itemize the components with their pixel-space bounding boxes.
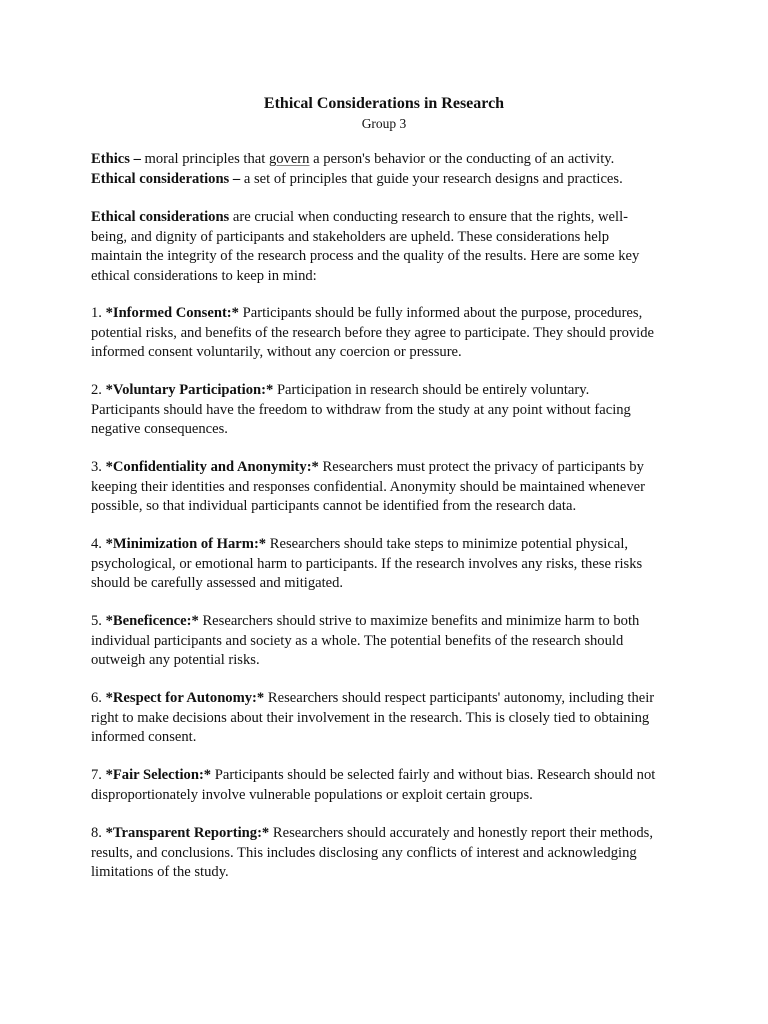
item-heading: *Respect for Autonomy:* <box>105 690 265 706</box>
paragraph-line: Participants should have the freedom to withdraw from the study at any point without facing <box>91 401 631 418</box>
paragraph-line: informed consent. <box>91 729 197 746</box>
definition-text: a set of principles that guide your research designs and practices. <box>243 170 623 187</box>
item-number: 1 <box>91 305 99 321</box>
list-item-transparent-reporting <box>91 824 681 883</box>
definition-underlined-word: govern <box>268 151 310 167</box>
paragraph-line: results, and conclusions. This includes disclosing any conflicts of interest and acknowledging <box>91 844 637 861</box>
paragraph-line: 1. *Informed Consent:* Participants should be fully informed about the purpose, procedures, <box>91 305 643 321</box>
paragraph-line: ethical considerations to keep in mind: <box>91 267 317 284</box>
definition-dash: – <box>229 170 244 187</box>
item-heading: *Informed Consent:* <box>105 305 239 321</box>
list-item-confidentiality-anonymity <box>91 458 681 517</box>
paragraph-line: should be carefully assessed and mitigated. <box>91 575 344 592</box>
definition-ethical-considerations <box>91 170 681 190</box>
document-subtitle: Group 3 <box>361 116 407 131</box>
list-item-fair-selection <box>91 766 681 805</box>
item-number: 4 <box>91 536 99 552</box>
paragraph-line: 8. *Transparent Reporting:* Researchers should accurately and honestly report their methods, <box>91 825 654 841</box>
item-heading: *Minimization of Harm:* <box>105 536 267 552</box>
definition-term: Ethical considerations <box>91 170 230 187</box>
paragraph-line: 3. *Confidentiality and Anonymity:* Researchers must protect the privacy of participants by <box>91 459 644 475</box>
intro-paragraph <box>91 208 681 286</box>
paragraph-line: outweigh any potential risks. <box>91 652 260 669</box>
item-number: 6 <box>91 690 99 706</box>
definitions <box>91 150 681 189</box>
list-item-respect-for-autonomy <box>91 689 681 748</box>
item-number: 8 <box>91 825 99 841</box>
intro-term: Ethical considerations <box>91 209 230 225</box>
item-heading: *Beneficence:* <box>105 613 199 629</box>
list-item-informed-consent <box>91 304 681 363</box>
item-heading: *Confidentiality and Anonymity:* <box>105 459 319 475</box>
paragraph-line: 6. *Respect for Autonomy:* Researchers should respect participants' autonomy, including their <box>91 690 655 706</box>
list-item-beneficence <box>91 612 681 671</box>
paragraph-line: Ethical considerations are crucial when conducting research to ensure that the rights, well- <box>91 209 628 225</box>
item-number: 5 <box>91 613 99 629</box>
paragraph-line: being, and dignity of participants and stakeholders are upheld. These considerations help <box>91 228 610 245</box>
paragraph-line: negative consequences. <box>91 421 228 438</box>
definition-term: Ethics <box>91 151 130 167</box>
definition-dash: – <box>129 151 145 167</box>
paragraph-line: keeping their identities and responses confidential. Anonymity should be maintained whenever <box>91 478 646 495</box>
paragraph-line: informed consent voluntarily, without any coercion or pressure. <box>91 344 462 361</box>
paragraph-line: 7. *Fair Selection:* Participants should be selected fairly and without bias. Research should not <box>91 767 656 783</box>
paragraph-line: disproportionately involve vulnerable populations or exploit certain groups. <box>91 786 533 803</box>
paragraph-line: 5. *Beneficence:* Researchers should strive to maximize benefits and minimize harm to both <box>91 613 640 629</box>
paragraph-line: possible, so that individual participants cannot be identified from the research data. <box>91 498 577 515</box>
item-number: 2 <box>91 382 99 398</box>
item-heading: *Voluntary Participation:* <box>105 382 274 398</box>
paragraph-line: potential risks, and benefits of the research before they agree to participate. They should provide <box>91 324 655 341</box>
definition-ethics <box>91 150 681 170</box>
item-number: 7 <box>91 767 99 783</box>
definition-text: a person's behavior or the conducting of an activity. <box>309 151 615 167</box>
paragraph-line: individual participants and society as a whole. The potential benefits of the research should <box>91 632 624 649</box>
item-number: 3 <box>91 459 99 475</box>
item-heading: *Transparent Reporting:* <box>105 825 270 841</box>
item-heading: *Fair Selection:* <box>105 767 212 783</box>
document-title: Ethical Considerations in Research <box>263 95 505 112</box>
paragraph-line: maintain the integrity of the research process and the quality of the results. Here are some key <box>91 248 640 265</box>
paragraph-line: limitations of the study. <box>91 864 229 881</box>
list-item-minimization-of-harm <box>91 535 681 594</box>
paragraph-line: right to make decisions about their involvement in the research. This is closely tied to obtaining <box>91 709 650 726</box>
paragraph-line: 2. *Voluntary Participation:* Participation in research should be entirely voluntary. <box>91 382 590 398</box>
list-item-voluntary-participation <box>91 381 681 440</box>
paragraph-line: 4. *Minimization of Harm:* Researchers should take steps to minimize potential physical, <box>91 536 629 552</box>
paragraph-line: psychological, or emotional harm to participants. If the research involves any risks, these risks <box>91 555 643 572</box>
definition-text: moral principles that <box>144 151 269 167</box>
